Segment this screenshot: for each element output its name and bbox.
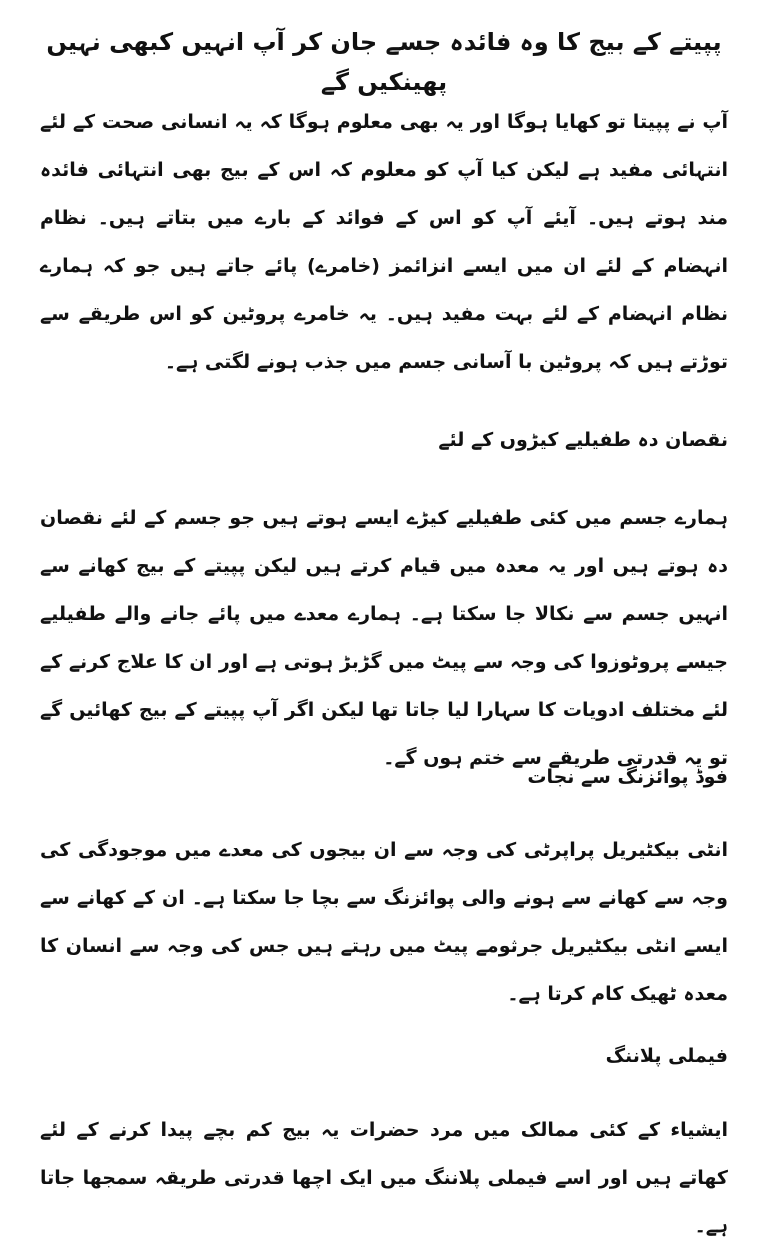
section-body-parasites: ہمارے جسم میں کئی طفیلیے کیڑے ایسے ہوتے ہیں جو جسم کے لئے نقصان دہ ہوتے ہیں اور یہ معدہ میں قیام کرتے ہیں لیکن پپیتے کے بیج کھانے سے انہیں جسم سے نکالا جا سکتا ہے۔ ہمارے معدے میں پائے جانے والے طفیلیے جیسے پروٹوزوا کی وجہ سے پیٹ میں گڑبڑ ہوتی ہے اور ان کا علاج کرنے کے لئے مختلف ادویات کا سہارا لیا جاتا تھا لیکن اگر آپ پپیتے کے بیج کھائیں گے تو یہ قدرتی طریقے سے ختم ہوں گے۔ [40,507,728,769]
article-title: پپیتے کے بیج کا وہ فائدہ جسے جان کر آپ انہیں کبھی نہیں پھینکیں گے [46,28,722,96]
intro-paragraph: آپ نے پپیتا تو کھایا ہوگا اور یہ بھی معلوم ہوگا کہ یہ انسانی صحت کے لئے انتہائی مفید ہے لیکن کیا آپ کو معلوم کہ اس کے بیج بھی انتہائی فائدہ مند ہوتے ہیں۔ آیئے آپ کو اس کے فوائد کے بارے میں بتاتے ہیں۔ نظام انہضام کے لئے ان میں ایسے انزائمز (خامرے) پائے جاتے ہیں جو کہ ہمارے نظام انہضام کے لئے بہت مفید ہیں۔ یہ خامرے پروٹین کو اس طریقے سے توڑتے ہیں کہ پروٹین با آسانی جسم میں جذب ہونے لگتی ہے۔ [40,111,728,373]
section-body-family-planning: ایشیاء کے کئی ممالک میں مرد حضرات یہ بیج کم بچے پیدا کرنے کے لئے کھاتے ہیں اور اسے فیملی پلاننگ میں ایک اچھا قدرتی طریقہ سمجھا جاتا ہے۔ [40,1119,728,1237]
section-heading-parasites: نقصان دہ طفیلیے کیڑوں کے لئے [438,429,728,451]
section-heading-family-planning: فیملی پلاننگ [605,1045,728,1067]
section-body-food-poisoning: انٹی بیکٹیریل پراپرٹی کی وجہ سے ان بیجوں کی معدے میں موجودگی کی وجہ سے کھانے سے ہونے والی پوائزنگ سے بچا جا سکتا ہے۔ ان کے کھانے سے ایسے انٹی بیکٹیریل جرثومے پیٹ میں رہتے ہیں جس کی وجہ سے انسان کا معدہ ٹھیک کام کرتا ہے۔ [40,839,728,1005]
section-heading-food-poisoning: فوڈ پوائزنگ سے نجات [527,766,728,788]
